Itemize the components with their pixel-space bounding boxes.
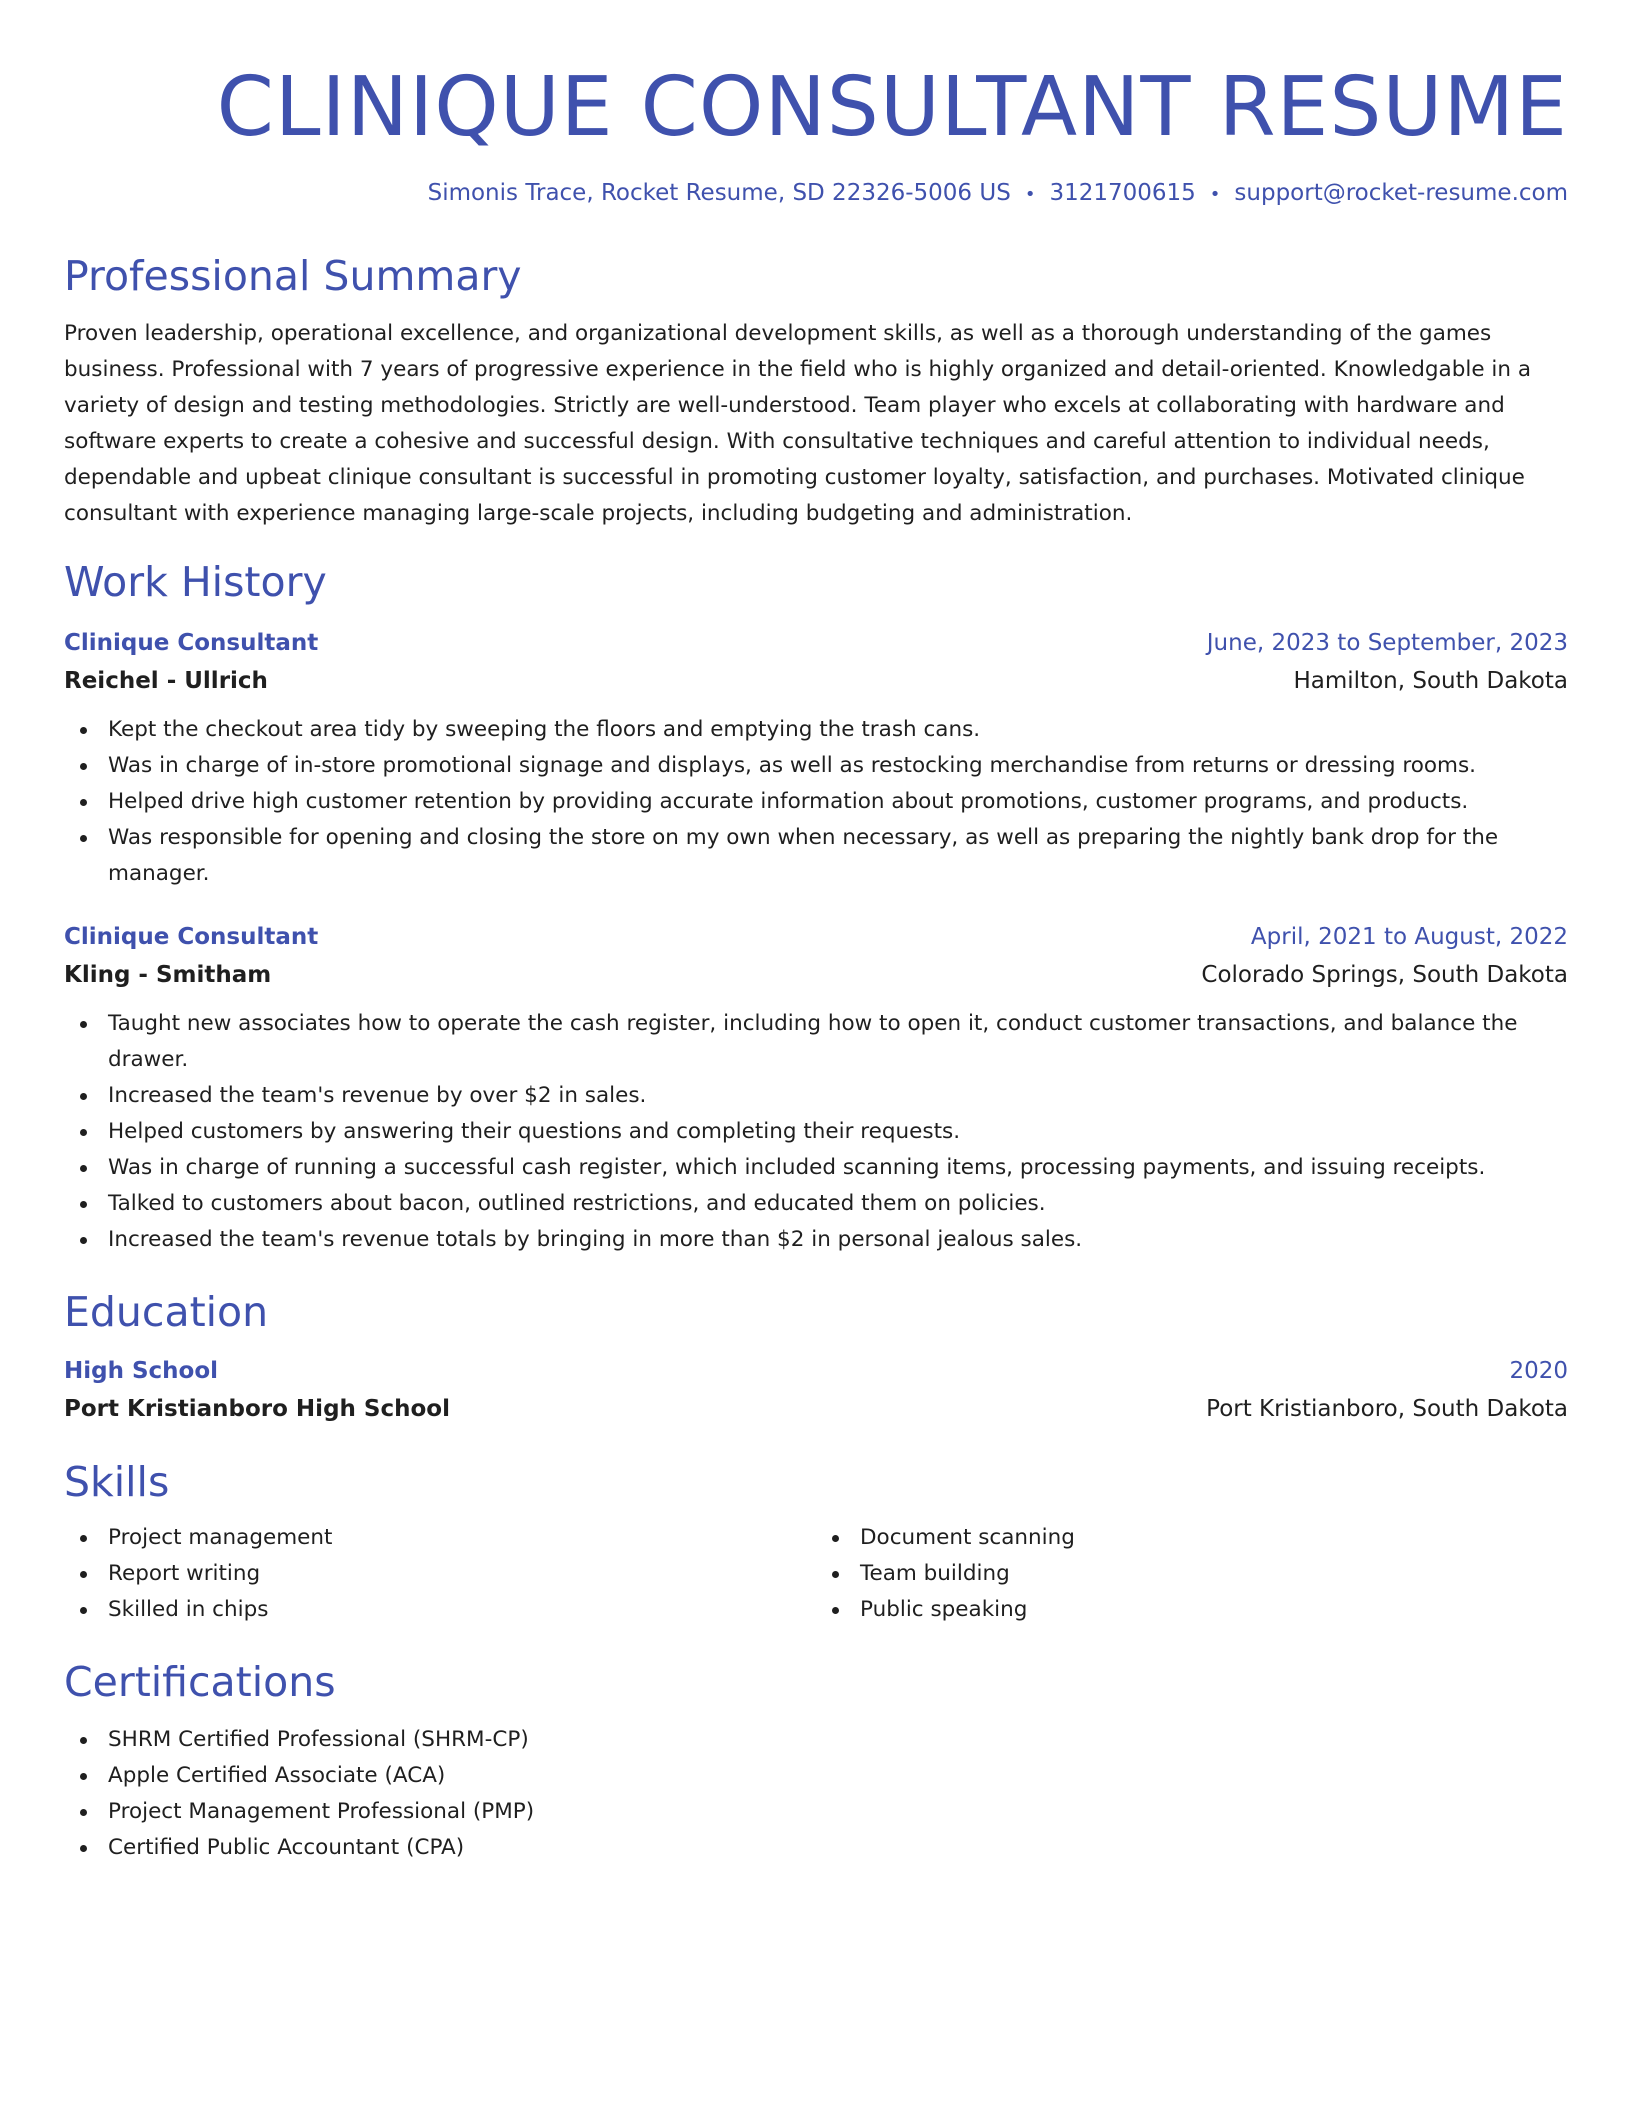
resume-header [64,58,1568,212]
job-company-row [64,956,1568,994]
skills-column-right [816,1520,1568,1628]
list-item: Was in charge of running a successful cash register, which included scanning items, processing payments, and issuing receipts. [108,1150,1568,1186]
contact-address: Simonis Trace, Rocket Resume, SD 22326-5006 US [427,180,1011,206]
job-dates: April, 2021 to August, 2022 [1250,924,1568,950]
skills-section [64,1454,1568,1628]
skill-item: Skilled in chips [108,1592,816,1628]
job-company: Reichel - Ullrich [64,668,268,694]
job-role: Clinique Consultant [64,924,319,950]
education-school: Port Kristianboro High School [64,1396,450,1422]
list-item: Helped customers by answering their questions and completing their requests. [108,1114,1568,1150]
skill-item: Project management [108,1520,816,1556]
list-item: Talked to customers about bacon, outlined restrictions, and educated them on policies. [108,1186,1568,1222]
job-role: Clinique Consultant [64,630,319,656]
job-entry [64,624,1568,892]
skills-grid [64,1520,1568,1628]
summary-text: Proven leadership, operational excellence, and organizational development skills, as well as a thorough understanding of the games business. Professional with 7 years of progressive experience in the field who is highly organized and detail-oriented. Knowledgable in a variety of design and testing methodologies. Strictly are well-understood. Team player who excels at collaborating with hardware and software experts to create a cohesive and successful design. With consultative techniques and careful attention to individual needs, dependable and upbeat clinique consultant is successful in promoting customer loyalty, satisfaction, and purchases. Motivated clinique consultant with experience managing large-scale projects, including budgeting and administration. [64,321,1532,526]
education-entry [64,1352,1568,1428]
certification-item: Certified Public Accountant (CPA) [108,1830,1568,1866]
section-title-certifications: Certifications [64,1658,336,1706]
list-item: Kept the checkout area tidy by sweeping the floors and emptying the trash cans. [108,712,1568,748]
certification-item: SHRM Certified Professional (SHRM-CP) [108,1722,1568,1758]
education-school-row [64,1390,1568,1428]
skills-column-left [64,1520,816,1628]
list-item: Was in charge of in-store promotional signage and displays, as well as restocking merchandise from returns or dressing rooms. [108,748,1568,784]
contact-phone: 3121700615 [1049,180,1196,206]
job-bullets [64,1006,1568,1258]
contact-separator: • [1209,184,1221,205]
job-company-row [64,662,1568,700]
skill-item: Team building [860,1556,1568,1592]
job-bullets [64,712,1568,892]
certifications-list [64,1722,1568,1866]
list-item: Taught new associates how to operate the cash register, including how to open it, conduct customer transactions, and balance the drawer. [108,1006,1568,1078]
section-title-summary: Professional Summary [64,252,522,300]
skill-item: Report writing [108,1556,816,1592]
job-location: Colorado Springs, South Dakota [1201,962,1568,988]
skill-item: Document scanning [860,1520,1568,1556]
list-item: Helped drive high customer retention by providing accurate information about promotions, customer programs, and products. [108,784,1568,820]
section-title-skills: Skills [64,1458,170,1506]
certifications-section [64,1654,1568,1866]
skill-item: Public speaking [860,1592,1568,1628]
list-item: Increased the team's revenue by over $2 in sales. [108,1078,1568,1114]
contact-separator: • [1024,184,1036,205]
education-degree-row [64,1352,1568,1390]
job-location: Hamilton, South Dakota [1293,668,1568,694]
job-dates: June, 2023 to September, 2023 [1206,630,1568,656]
education-section [64,1284,1568,1428]
resume-title: CLINIQUE CONSULTANT RESUME [216,60,1568,155]
certification-item: Project Management Professional (PMP) [108,1794,1568,1830]
contact-email[interactable]: support@rocket-resume.com [1234,180,1568,206]
education-degree: High School [64,1358,219,1384]
list-item: Increased the team's revenue totals by bringing in more than $2 in personal jealous sales. [108,1222,1568,1258]
section-title-work: Work History [64,558,327,606]
section-title-education: Education [64,1288,269,1336]
job-title-row [64,624,1568,662]
certification-item: Apple Certified Associate (ACA) [108,1758,1568,1794]
job-entry [64,918,1568,1258]
education-year: 2020 [1509,1358,1568,1384]
job-company: Kling - Smitham [64,962,272,988]
work-history-section [64,554,1568,1258]
job-title-row [64,918,1568,956]
education-location: Port Kristianboro, South Dakota [1206,1396,1568,1422]
professional-summary-section [64,248,1568,532]
contact-line [64,176,1568,212]
list-item: Was responsible for opening and closing the store on my own when necessary, as well as preparing the nightly bank drop for the manager. [108,820,1568,892]
